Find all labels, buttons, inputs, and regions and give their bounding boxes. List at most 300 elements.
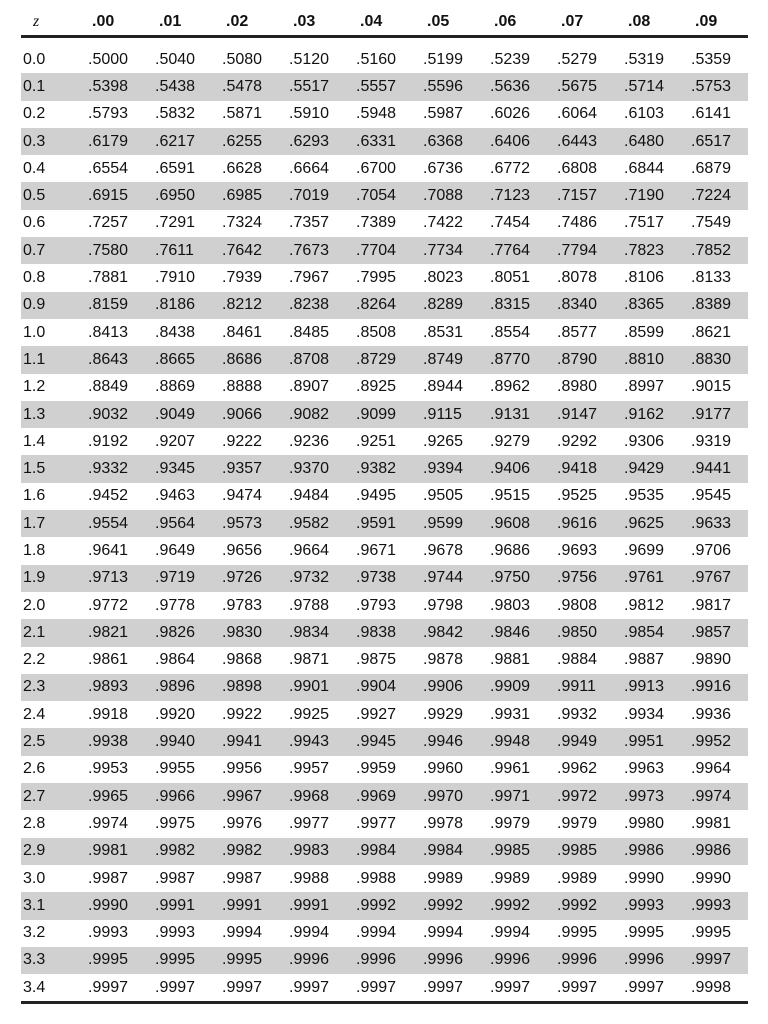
probability-cell: .9951 xyxy=(614,728,681,755)
probability-cell: .5557 xyxy=(346,73,413,100)
probability-cell: .9345 xyxy=(145,455,212,482)
probability-cell: .9192 xyxy=(88,432,129,450)
probability-cell: .7291 xyxy=(155,214,196,232)
probability-cell: .7157 xyxy=(547,182,614,209)
table-row xyxy=(21,155,748,182)
z-value-cell: 2.7 xyxy=(21,783,78,810)
probability-cell: .6700 xyxy=(356,159,397,177)
probability-cell: .5359 xyxy=(691,50,732,68)
probability-cell: .6628 xyxy=(222,159,263,177)
z-value-cell: 2.0 xyxy=(23,596,46,614)
probability-cell: .9846 xyxy=(480,619,547,646)
probability-cell: .9357 xyxy=(212,455,279,482)
probability-cell: .9988 xyxy=(356,869,397,887)
probability-cell: .7910 xyxy=(155,269,196,287)
probability-cell: .6950 xyxy=(145,182,212,209)
probability-cell: .9981 xyxy=(691,814,732,832)
probability-cell: .9995 xyxy=(212,947,279,974)
header-z: z xyxy=(21,8,78,37)
probability-cell: .9996 xyxy=(547,947,614,974)
probability-cell: .9998 xyxy=(681,974,748,1003)
probability-cell: .7517 xyxy=(624,214,665,232)
z-value-cell: 0.6 xyxy=(23,214,46,232)
z-value-cell: 2.1 xyxy=(21,619,78,646)
probability-cell: .8849 xyxy=(88,378,129,396)
probability-cell: .6736 xyxy=(423,159,464,177)
table-body xyxy=(21,37,748,1003)
probability-cell: .9959 xyxy=(356,760,397,778)
z-value-cell: 3.2 xyxy=(23,924,46,942)
probability-cell: .9996 xyxy=(413,947,480,974)
table-row xyxy=(21,674,748,701)
probability-cell: .9871 xyxy=(289,651,330,669)
probability-cell: .9982 xyxy=(212,838,279,865)
probability-cell: .9989 xyxy=(423,869,464,887)
probability-cell: .8413 xyxy=(88,323,129,341)
probability-cell: .9842 xyxy=(413,619,480,646)
probability-cell: .9817 xyxy=(691,596,732,614)
probability-cell: .9980 xyxy=(624,814,665,832)
probability-cell: .8643 xyxy=(78,346,145,373)
probability-cell: .9991 xyxy=(212,892,279,919)
probability-cell: .9992 xyxy=(547,892,614,919)
probability-cell: .9994 xyxy=(490,924,531,942)
probability-cell: .9925 xyxy=(289,705,330,723)
probability-cell: .9948 xyxy=(480,728,547,755)
probability-cell: .8186 xyxy=(145,292,212,319)
probability-cell: .8708 xyxy=(279,346,346,373)
probability-cell: .9956 xyxy=(222,760,263,778)
probability-cell: .9719 xyxy=(145,565,212,592)
z-value-cell: 1.3 xyxy=(21,401,78,428)
probability-cell: .6808 xyxy=(557,159,598,177)
probability-cell: .9131 xyxy=(480,401,547,428)
probability-cell: .6443 xyxy=(547,128,614,155)
probability-cell: .9115 xyxy=(413,401,480,428)
probability-cell: .9994 xyxy=(356,924,397,942)
header-col: .08 xyxy=(614,8,681,37)
probability-cell: .9484 xyxy=(289,487,330,505)
probability-cell: .9987 xyxy=(88,869,129,887)
table-row xyxy=(21,756,748,783)
probability-cell: .9927 xyxy=(356,705,397,723)
probability-cell: .9995 xyxy=(78,947,145,974)
probability-cell: .8749 xyxy=(413,346,480,373)
probability-cell: .9767 xyxy=(681,565,748,592)
table-row xyxy=(21,810,748,837)
probability-cell: .9972 xyxy=(547,783,614,810)
probability-cell: .7764 xyxy=(480,237,547,264)
table-row xyxy=(21,892,748,919)
probability-cell: .9962 xyxy=(557,760,598,778)
probability-cell: .9821 xyxy=(78,619,145,646)
probability-cell: .9960 xyxy=(423,760,464,778)
probability-cell: .8869 xyxy=(155,378,196,396)
probability-cell: .7611 xyxy=(145,237,212,264)
probability-cell: .8925 xyxy=(356,378,397,396)
header-col: .00 xyxy=(78,8,145,37)
probability-cell: .8665 xyxy=(145,346,212,373)
probability-cell: .6915 xyxy=(78,182,145,209)
probability-cell: .9177 xyxy=(681,401,748,428)
probability-cell: .8508 xyxy=(356,323,397,341)
probability-cell: .9974 xyxy=(681,783,748,810)
z-value-cell: 0.5 xyxy=(21,182,78,209)
probability-cell: .8133 xyxy=(691,269,732,287)
probability-cell: .9982 xyxy=(145,838,212,865)
probability-cell: .9564 xyxy=(145,510,212,537)
probability-cell: .9989 xyxy=(490,869,531,887)
probability-cell: .8389 xyxy=(681,292,748,319)
probability-cell: .8531 xyxy=(423,323,464,341)
probability-cell: .8078 xyxy=(557,269,598,287)
probability-cell: .9952 xyxy=(681,728,748,755)
probability-cell: .7939 xyxy=(222,269,263,287)
table-row xyxy=(21,428,748,455)
probability-cell: .7224 xyxy=(681,182,748,209)
probability-cell: .9474 xyxy=(222,487,263,505)
probability-cell: .8621 xyxy=(691,323,732,341)
probability-cell: .9979 xyxy=(490,814,531,832)
probability-cell: .9975 xyxy=(155,814,196,832)
probability-cell: .9306 xyxy=(624,432,665,450)
probability-cell: .9890 xyxy=(691,651,732,669)
probability-cell: .9893 xyxy=(78,674,145,701)
probability-cell: .6985 xyxy=(212,182,279,209)
table-row xyxy=(21,537,748,564)
probability-cell: .8997 xyxy=(624,378,665,396)
probability-cell: .5517 xyxy=(279,73,346,100)
probability-cell: .5080 xyxy=(222,50,263,68)
probability-cell: .8790 xyxy=(547,346,614,373)
probability-cell: .7704 xyxy=(346,237,413,264)
probability-cell: .9991 xyxy=(145,892,212,919)
probability-cell: .7357 xyxy=(289,214,330,232)
table-row xyxy=(21,565,748,592)
probability-cell: .6591 xyxy=(155,159,196,177)
probability-cell: .9987 xyxy=(155,869,196,887)
probability-cell: .9582 xyxy=(279,510,346,537)
probability-cell: .9049 xyxy=(145,401,212,428)
probability-cell: .9983 xyxy=(279,838,346,865)
probability-cell: .8264 xyxy=(346,292,413,319)
table-row xyxy=(21,346,748,373)
probability-cell: .5319 xyxy=(624,50,665,68)
probability-cell: .8023 xyxy=(423,269,464,287)
probability-cell: .9990 xyxy=(78,892,145,919)
probability-cell: .9988 xyxy=(289,869,330,887)
probability-cell: .9875 xyxy=(356,651,397,669)
probability-cell: .9913 xyxy=(614,674,681,701)
probability-cell: .5120 xyxy=(289,50,330,68)
probability-cell: .9990 xyxy=(691,869,732,887)
probability-cell: .9993 xyxy=(155,924,196,942)
table-row xyxy=(21,483,748,510)
probability-cell: .9738 xyxy=(346,565,413,592)
header-col: .07 xyxy=(547,8,614,37)
probability-cell: .9996 xyxy=(480,947,547,974)
probability-cell: .5871 xyxy=(222,105,263,123)
probability-cell: .9984 xyxy=(413,838,480,865)
probability-cell: .9945 xyxy=(346,728,413,755)
probability-cell: .9772 xyxy=(88,596,129,614)
z-value-cell: 2.5 xyxy=(21,728,78,755)
z-value-cell: 1.0 xyxy=(23,323,46,341)
probability-cell: .8554 xyxy=(490,323,531,341)
probability-cell: .9976 xyxy=(222,814,263,832)
probability-cell: .9599 xyxy=(413,510,480,537)
probability-cell: .9292 xyxy=(557,432,598,450)
probability-cell: .9940 xyxy=(145,728,212,755)
probability-cell: .7088 xyxy=(413,182,480,209)
z-value-cell: 1.1 xyxy=(21,346,78,373)
z-value-cell: 1.4 xyxy=(23,432,46,450)
probability-cell: .9656 xyxy=(222,541,263,559)
probability-cell: .7734 xyxy=(413,237,480,264)
probability-cell: .9967 xyxy=(212,783,279,810)
probability-cell: .9788 xyxy=(289,596,330,614)
probability-cell: .6064 xyxy=(557,105,598,123)
probability-cell: .9963 xyxy=(624,760,665,778)
probability-cell: .8289 xyxy=(413,292,480,319)
probability-cell: .8686 xyxy=(212,346,279,373)
probability-cell: .9591 xyxy=(346,510,413,537)
z-value-cell: 2.3 xyxy=(21,674,78,701)
probability-cell: .9854 xyxy=(614,619,681,646)
probability-cell: .8365 xyxy=(614,292,681,319)
probability-cell: .9332 xyxy=(78,455,145,482)
probability-cell: .9995 xyxy=(557,924,598,942)
probability-cell: .9994 xyxy=(423,924,464,942)
probability-cell: .9382 xyxy=(346,455,413,482)
probability-cell: .6217 xyxy=(145,128,212,155)
probability-cell: .8051 xyxy=(490,269,531,287)
probability-cell: .9406 xyxy=(480,455,547,482)
probability-cell: .9251 xyxy=(356,432,397,450)
probability-cell: .9452 xyxy=(88,487,129,505)
probability-cell: .9633 xyxy=(681,510,748,537)
probability-cell: .9525 xyxy=(557,487,598,505)
probability-cell: .9987 xyxy=(222,869,263,887)
probability-cell: .9868 xyxy=(222,651,263,669)
probability-cell: .9957 xyxy=(289,760,330,778)
probability-cell: .9545 xyxy=(691,487,732,505)
probability-cell: .5675 xyxy=(547,73,614,100)
probability-cell: .9898 xyxy=(212,674,279,701)
z-value-cell: 0.9 xyxy=(21,292,78,319)
probability-cell: .7823 xyxy=(614,237,681,264)
probability-cell: .9861 xyxy=(88,651,129,669)
probability-cell: .9099 xyxy=(346,401,413,428)
probability-cell: .9997 xyxy=(279,974,346,1003)
probability-cell: .5596 xyxy=(413,73,480,100)
probability-cell: .8830 xyxy=(681,346,748,373)
probability-cell: .8106 xyxy=(624,269,665,287)
probability-cell: .9989 xyxy=(557,869,598,887)
probability-cell: .9726 xyxy=(212,565,279,592)
z-value-cell: 0.8 xyxy=(23,269,46,287)
probability-cell: .8212 xyxy=(212,292,279,319)
probability-cell: .8599 xyxy=(624,323,665,341)
probability-cell: .9993 xyxy=(681,892,748,919)
probability-cell: .9995 xyxy=(145,947,212,974)
probability-cell: .8770 xyxy=(480,346,547,373)
probability-cell: .7967 xyxy=(289,269,330,287)
header-col: .06 xyxy=(480,8,547,37)
probability-cell: .8159 xyxy=(78,292,145,319)
probability-cell: .5636 xyxy=(480,73,547,100)
probability-cell: .7794 xyxy=(547,237,614,264)
probability-cell: .7257 xyxy=(88,214,129,232)
probability-cell: .9918 xyxy=(88,705,129,723)
probability-cell: .9943 xyxy=(279,728,346,755)
z-value-cell: 0.3 xyxy=(21,128,78,155)
probability-cell: .9993 xyxy=(614,892,681,919)
header-col: .04 xyxy=(346,8,413,37)
probability-cell: .9978 xyxy=(423,814,464,832)
probability-cell: .9429 xyxy=(614,455,681,482)
probability-cell: .6517 xyxy=(681,128,748,155)
probability-cell: .7190 xyxy=(614,182,681,209)
probability-cell: .9901 xyxy=(279,674,346,701)
probability-cell: .5160 xyxy=(356,50,397,68)
probability-cell: .6772 xyxy=(490,159,531,177)
probability-cell: .9971 xyxy=(480,783,547,810)
probability-cell: .9929 xyxy=(423,705,464,723)
probability-cell: .5040 xyxy=(155,50,196,68)
probability-cell: .6406 xyxy=(480,128,547,155)
probability-cell: .9744 xyxy=(413,565,480,592)
probability-cell: .9970 xyxy=(413,783,480,810)
probability-cell: .9977 xyxy=(356,814,397,832)
probability-cell: .7580 xyxy=(78,237,145,264)
probability-cell: .9984 xyxy=(346,838,413,865)
header-spacer xyxy=(21,37,748,47)
probability-cell: .7673 xyxy=(279,237,346,264)
table-row xyxy=(21,128,748,155)
probability-cell: .9678 xyxy=(423,541,464,559)
probability-cell: .6368 xyxy=(413,128,480,155)
probability-cell: .9887 xyxy=(624,651,665,669)
probability-cell: .6179 xyxy=(78,128,145,155)
probability-cell: .9955 xyxy=(155,760,196,778)
probability-cell: .7123 xyxy=(480,182,547,209)
probability-cell: .9066 xyxy=(212,401,279,428)
probability-cell: .9932 xyxy=(557,705,598,723)
probability-cell: .5239 xyxy=(490,50,531,68)
probability-cell: .9997 xyxy=(346,974,413,1003)
probability-cell: .8962 xyxy=(490,378,531,396)
probability-cell: .9616 xyxy=(547,510,614,537)
probability-cell: .9162 xyxy=(614,401,681,428)
probability-cell: .9798 xyxy=(423,596,464,614)
probability-cell: .9838 xyxy=(346,619,413,646)
probability-cell: .9994 xyxy=(222,924,263,942)
probability-cell: .7852 xyxy=(681,237,748,264)
table-row xyxy=(21,838,748,865)
probability-cell: .9911 xyxy=(547,674,614,701)
z-value-cell: 3.3 xyxy=(21,947,78,974)
probability-cell: .9981 xyxy=(78,838,145,865)
probability-cell: .9997 xyxy=(145,974,212,1003)
probability-cell: .7422 xyxy=(423,214,464,232)
z-value-cell: 1.2 xyxy=(23,378,46,396)
header-row xyxy=(21,8,748,37)
probability-cell: .9996 xyxy=(346,947,413,974)
probability-cell: .9986 xyxy=(614,838,681,865)
probability-cell: .9997 xyxy=(681,947,748,974)
probability-cell: .9986 xyxy=(681,838,748,865)
probability-cell: .9394 xyxy=(413,455,480,482)
probability-cell: .6554 xyxy=(88,159,129,177)
probability-cell: .9964 xyxy=(691,760,732,778)
probability-cell: .9686 xyxy=(490,541,531,559)
probability-cell: .6480 xyxy=(614,128,681,155)
probability-cell: .9625 xyxy=(614,510,681,537)
table-row xyxy=(21,647,748,674)
probability-cell: .7389 xyxy=(356,214,397,232)
probability-cell: .9920 xyxy=(155,705,196,723)
probability-cell: .9664 xyxy=(289,541,330,559)
z-value-cell: 2.6 xyxy=(23,760,46,778)
probability-cell: .9997 xyxy=(480,974,547,1003)
probability-cell: .6026 xyxy=(490,105,531,123)
z-value-cell: 3.4 xyxy=(21,974,78,1003)
z-value-cell: 1.7 xyxy=(21,510,78,537)
probability-cell: .9793 xyxy=(356,596,397,614)
z-value-cell: 1.6 xyxy=(23,487,46,505)
probability-cell: .9991 xyxy=(279,892,346,919)
probability-cell: .9953 xyxy=(88,760,129,778)
probability-cell: .6844 xyxy=(624,159,665,177)
probability-cell: .5398 xyxy=(78,73,145,100)
probability-cell: .9864 xyxy=(155,651,196,669)
probability-cell: .7642 xyxy=(212,237,279,264)
z-value-cell: 2.4 xyxy=(23,705,46,723)
probability-cell: .7881 xyxy=(88,269,129,287)
probability-cell: .6293 xyxy=(279,128,346,155)
probability-cell: .9147 xyxy=(547,401,614,428)
probability-cell: .9996 xyxy=(279,947,346,974)
probability-cell: .5000 xyxy=(88,50,129,68)
probability-cell: .9992 xyxy=(413,892,480,919)
probability-cell: .9671 xyxy=(356,541,397,559)
probability-cell: .9965 xyxy=(78,783,145,810)
probability-cell: .8980 xyxy=(557,378,598,396)
probability-cell: .9505 xyxy=(423,487,464,505)
table-row xyxy=(21,401,748,428)
probability-cell: .9649 xyxy=(155,541,196,559)
table-row xyxy=(21,374,748,401)
probability-cell: .9015 xyxy=(691,378,732,396)
z-value-cell: 0.4 xyxy=(23,159,46,177)
probability-cell: .9946 xyxy=(413,728,480,755)
probability-cell: .9977 xyxy=(289,814,330,832)
probability-cell: .8315 xyxy=(480,292,547,319)
probability-cell: .9812 xyxy=(624,596,665,614)
probability-cell: .7324 xyxy=(222,214,263,232)
probability-cell: .9961 xyxy=(490,760,531,778)
probability-cell: .9803 xyxy=(490,596,531,614)
probability-cell: .9750 xyxy=(480,565,547,592)
z-value-cell: 3.1 xyxy=(21,892,78,919)
probability-cell: .9979 xyxy=(557,814,598,832)
z-table xyxy=(21,8,748,1004)
table-row xyxy=(21,237,748,264)
z-value-cell: 0.1 xyxy=(21,73,78,100)
probability-cell: .9641 xyxy=(88,541,129,559)
probability-cell: .5753 xyxy=(681,73,748,100)
